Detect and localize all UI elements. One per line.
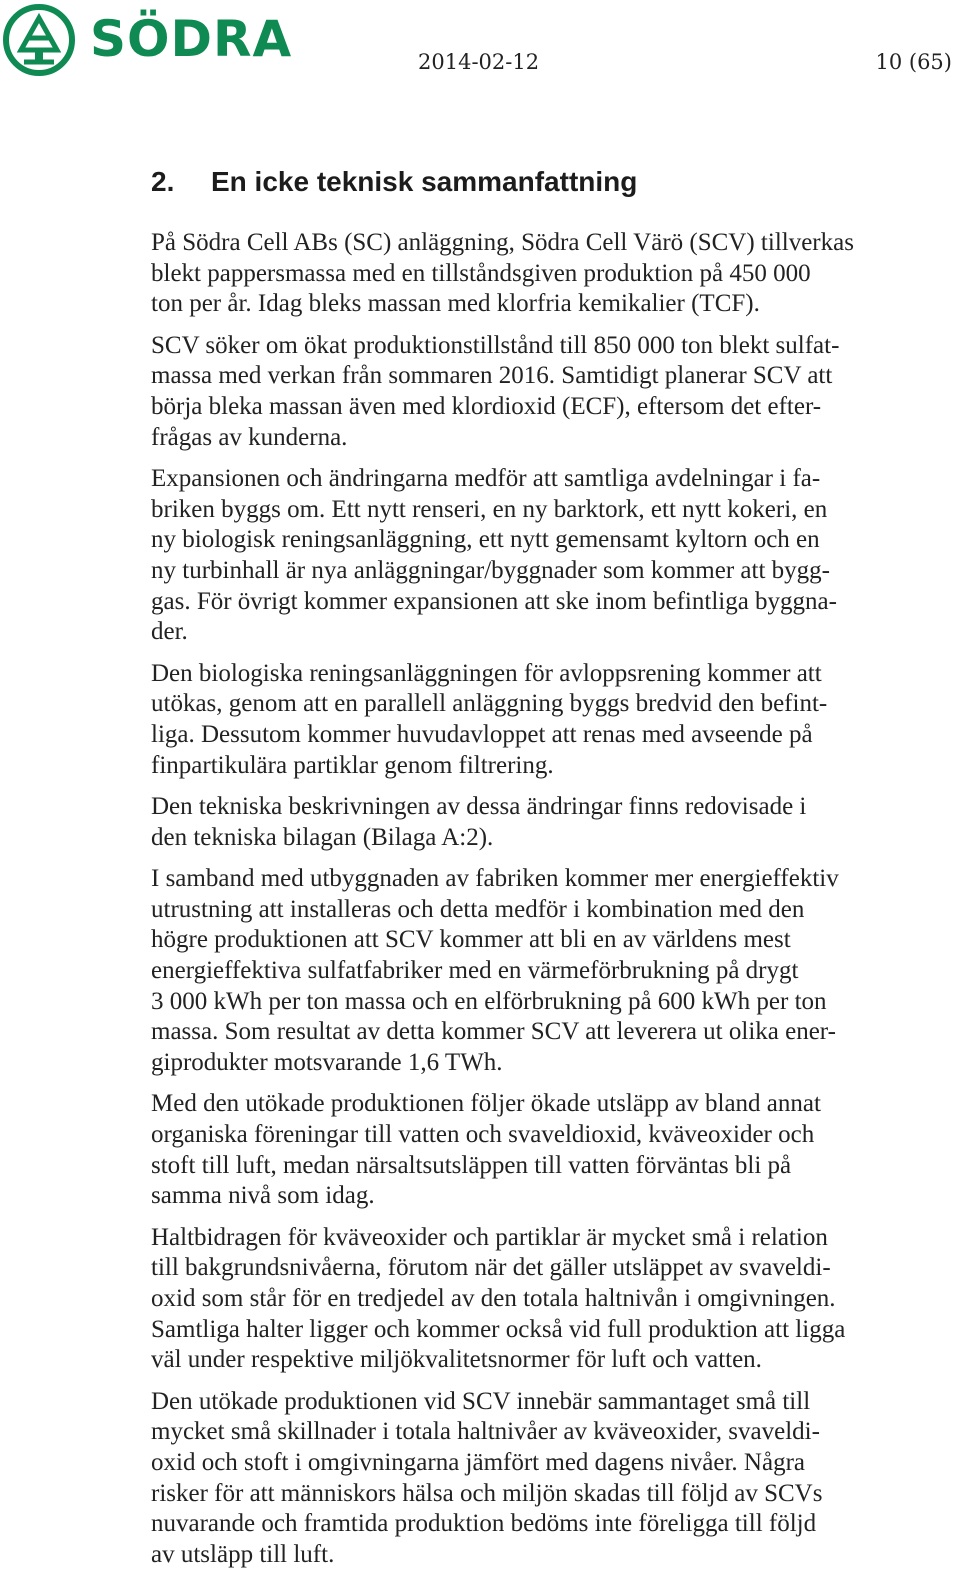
section-title: En icke teknisk sammanfattning (211, 166, 638, 197)
logo-wordmark: SÖDRA (90, 10, 293, 68)
paragraph: Den tekniska beskrivningen av dessa ändringar finns redovisade i den tekniska bilagan (Bilaga A:2). (151, 793, 807, 851)
sodra-tree-emblem-icon (2, 2, 82, 78)
section-heading (151, 162, 931, 202)
section-number: 2. (151, 166, 175, 197)
paragraph: Haltbidragen för kväveoxider och partiklar är mycket små i relation till bakgrundsnivåerna, förutom när det gäller utsläppet av svaveldi- oxid som står för en tredjedel av den totala haltnivån i omgivningen. Samtliga halter ligger och kommer också vid full produktion att ligga väl under respektive miljökvalitetsnormer för luft och vatten. (151, 1223, 846, 1374)
document-date: 2014-02-12 (418, 50, 540, 74)
paragraph: I samband med utbyggnaden av fabriken kommer mer energieffektiv utrustning att installeras och detta medför i kombination med den högre produktionen att SCV kommer att bli en av världens mest energieffektiva sulfatfabriker med en värmeförbrukning på drygt 3 000 kWh per ton massa och en elförbrukning på 600 kWh per ton massa. Som resultat av detta kommer SCV att leverera ut olika ener- giprodukter motsvarande 1,6 TWh. (151, 865, 839, 1076)
paragraph: Expansionen och ändringarna medför att samtliga avdelningar i fa- briken byggs om. Ett nytt renseri, en ny barktork, ett nytt kokeri, en ny biologisk reningsanläggning, ett nytt gemensamt kyltorn och en ny turbinhall är nya anläggningar/byggnader som kommer att bygg- gas. För övrigt kommer expansionen att ske inom befintliga byggna- der. (151, 465, 837, 646)
page-header (0, 0, 960, 90)
paragraph: På Södra Cell ABs (SC) anläggning, Södra Cell Värö (SCV) tillverkas blekt pappersmassa med en tillståndsgiven produktion på 450 000 ton per år. Idag bleks massan med klorfria kemikalier (TCF). (151, 229, 854, 318)
paragraph: Den biologiska reningsanläggningen för avloppsrening kommer att utökas, genom att en parallell anläggning byggs bredvid den befint- liga. Dessutom kommer huvudavloppet att renas med avseende på finpartikulära partiklar genom filtrering. (151, 659, 828, 779)
sodra-logo (2, 2, 332, 78)
page-number: 10 (65) (875, 50, 952, 74)
paragraph: Med den utökade produktionen följer ökade utsläpp av bland annat organiska föreningar till vatten och svaveldioxid, kväveoxider och stoft till luft, medan närsaltsutsläppen till vatten förväntas bli på samma nivå som idag. (151, 1090, 821, 1210)
paragraph: SCV söker om ökat produktionstillstånd till 850 000 ton blekt sulfat- massa med verkan från sommaren 2016. Samtidigt planerar SCV att börja bleka massan även med klordioxid (ECF), eftersom det efter- frågas av kunderna. (151, 331, 840, 451)
document-body (151, 162, 931, 1581)
paragraph: Den utökade produktionen vid SCV innebär sammantaget små till mycket små skillnader i totala haltnivåer av kväveoxider, svaveldi- oxid och stoft i omgivningarna jämfört med dagens nivåer. Några risker för att människors hälsa och miljön skadas till följd av SCVs nuvarande och framtida produktion bedöms inte föreligga till följd av utsläpp till luft. (151, 1387, 823, 1568)
